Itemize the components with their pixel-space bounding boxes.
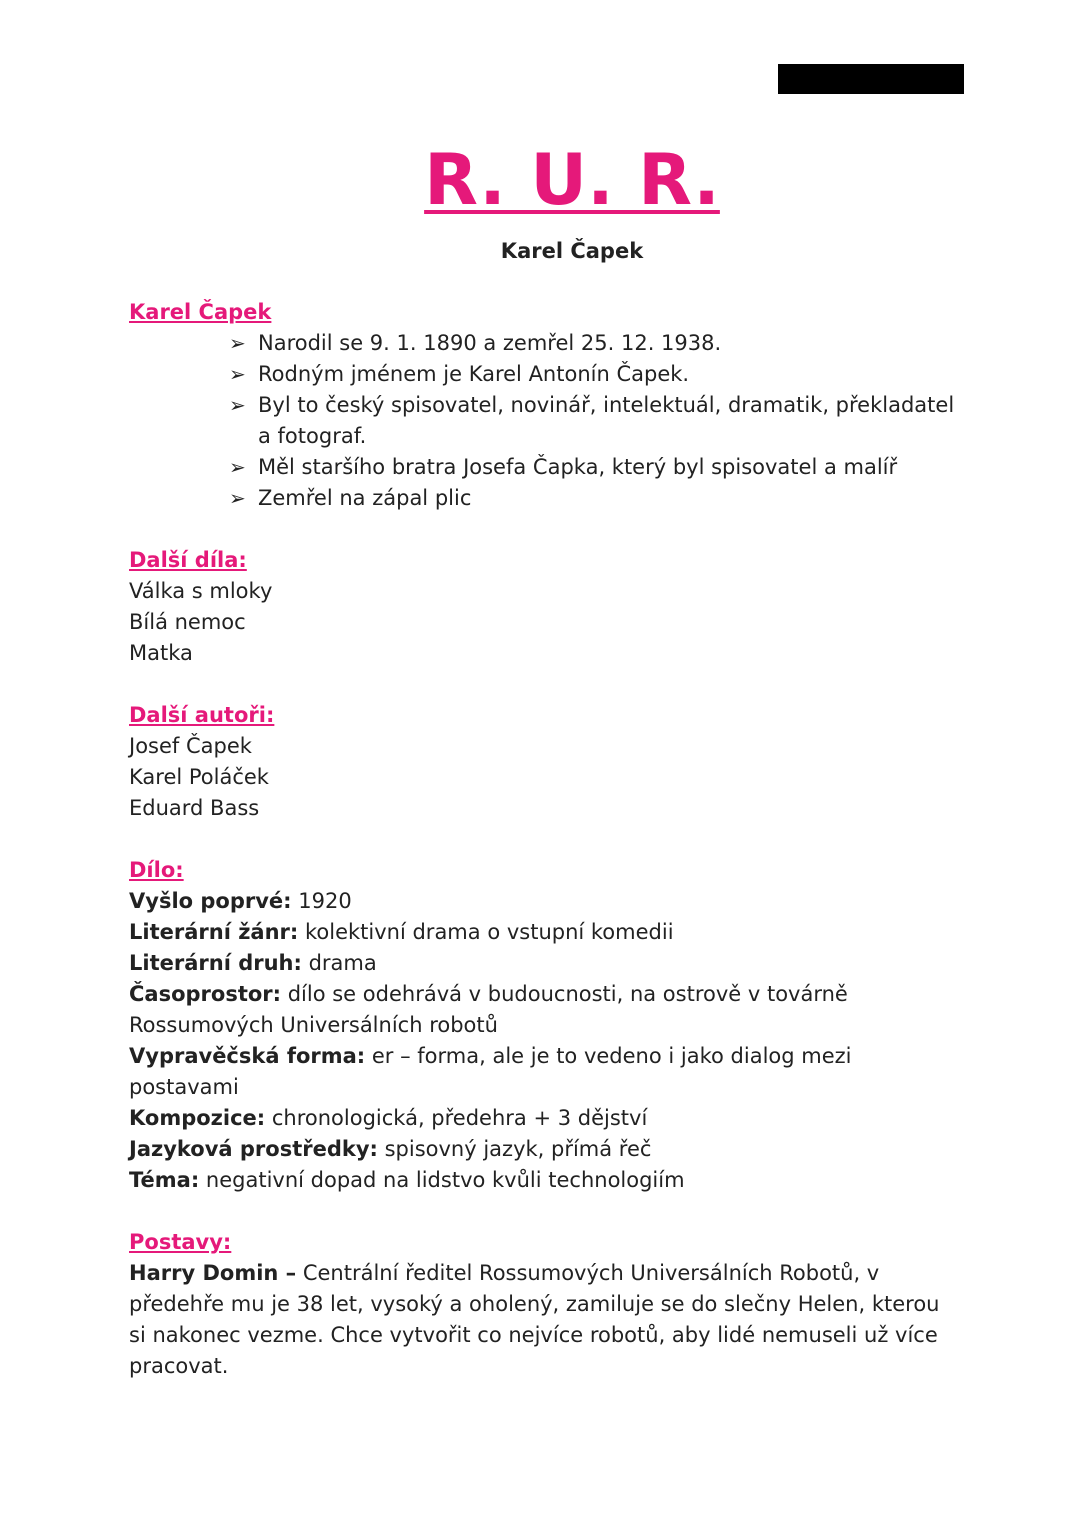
arrow-bullet-icon: ➢ (229, 393, 246, 417)
list-item: ➢ Zemřel na zápal plic (229, 483, 959, 514)
work-field: Vyšlo poprvé: 1920 (129, 889, 352, 913)
arrow-bullet-icon: ➢ (229, 362, 246, 386)
other-works-heading: Další díla: (129, 548, 247, 572)
list-item: Josef Čapek (129, 734, 252, 758)
document-body (129, 297, 959, 1413)
arrow-bullet-icon: ➢ (229, 331, 246, 355)
character-entry: Harry Domin – Centrální ředitel Rossumových Universálních Robotů, v předehře mu je 38 let, vysoký a oholený, zamiluje se do slečny Helen, kterou si nakonec vezme. Chce vytvořit co nejvíce robotů, aby lidé nemuseli už více pracovat. (129, 1261, 940, 1378)
list-item: Karel Poláček (129, 765, 269, 789)
other-works-section (129, 545, 959, 669)
other-authors-heading: Další autoři: (129, 703, 275, 727)
characters-heading: Postavy: (129, 1230, 232, 1254)
list-item: ➢ Byl to český spisovatel, novinář, intelektuál, dramatik, překladatel a fotograf. (229, 390, 959, 452)
other-authors-section (129, 700, 959, 824)
work-field: Časoprostor: dílo se odehrává v budoucnosti, na ostrově v továrně Rossumových Universálních robotů (129, 982, 848, 1037)
redaction-bar (778, 64, 964, 94)
arrow-bullet-icon: ➢ (229, 455, 246, 479)
author-bullet-list (129, 328, 959, 514)
work-heading: Dílo: (129, 858, 184, 882)
author-section (129, 297, 959, 514)
list-item: ➢ Narodil se 9. 1. 1890 a zemřel 25. 12. 1938. (229, 328, 959, 359)
work-field: Vypravěčská forma: er – forma, ale je to vedeno i jako dialog mezi postavami (129, 1044, 852, 1099)
list-item: Eduard Bass (129, 796, 260, 820)
list-item: ➢ Rodným jménem je Karel Antonín Čapek. (229, 359, 959, 390)
work-field: Literární žánr: kolektivní drama o vstupní komedii (129, 920, 674, 944)
page-title: R. U. R. (424, 139, 720, 221)
work-field: Kompozice: chronologická, předehra + 3 dějství (129, 1106, 648, 1130)
author-heading: Karel Čapek (129, 300, 272, 324)
page-subtitle: Karel Čapek (500, 239, 644, 263)
work-field: Téma: negativní dopad na lidstvo kvůli technologiím (129, 1168, 685, 1192)
work-section (129, 855, 959, 1196)
work-field: Jazyková prostředky: spisovný jazyk, přímá řeč (129, 1137, 652, 1161)
work-field: Literární druh: drama (129, 951, 377, 975)
list-item: Bílá nemoc (129, 610, 246, 634)
list-item: Matka (129, 641, 193, 665)
list-item: Válka s mloky (129, 579, 273, 603)
list-item: ➢ Měl staršího bratra Josefa Čapka, který byl spisovatel a malíř (229, 452, 959, 483)
characters-section (129, 1227, 959, 1382)
arrow-bullet-icon: ➢ (229, 486, 246, 510)
